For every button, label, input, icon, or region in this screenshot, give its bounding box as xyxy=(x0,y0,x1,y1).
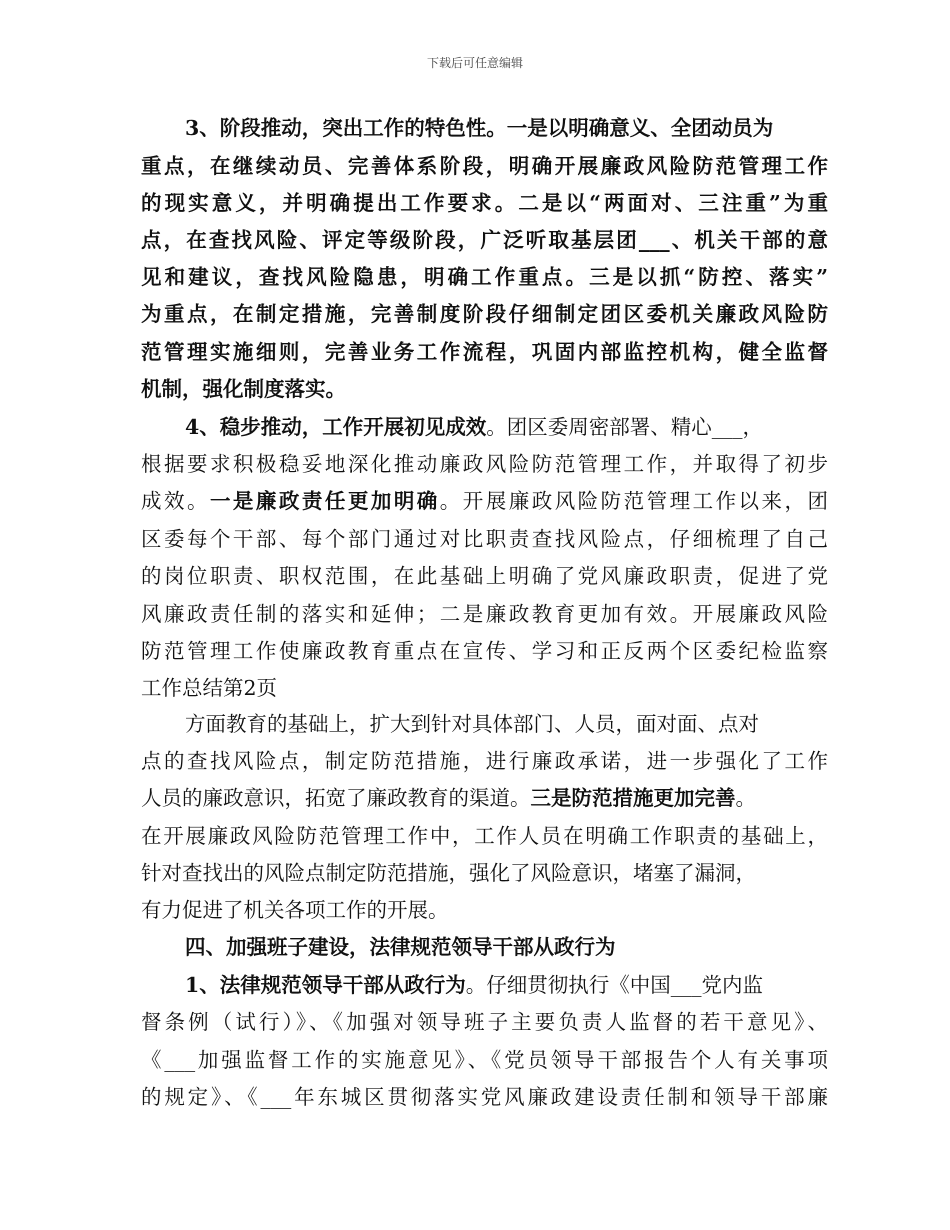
text-line-content xyxy=(185,415,763,439)
text-segment: 督条例（试行）》、《加强对领导班子主要负责人监督的若干意见》、 xyxy=(141,1010,828,1034)
text-line-content xyxy=(141,898,449,922)
text-line-content xyxy=(141,189,828,217)
text-segment: 的规定》、《___年东城区贯彻落实党风廉政建设责任制和领导干部廉 xyxy=(141,1085,828,1109)
text-line xyxy=(185,114,773,142)
text-segment: 。团区委周密部署、精心___， xyxy=(486,415,764,439)
text-line xyxy=(141,600,828,628)
text-line-content xyxy=(141,487,828,515)
text-line-content xyxy=(141,450,828,478)
bold-text-segment: 1、法律规范领导干部从政行为 xyxy=(185,973,466,997)
text-line-content xyxy=(141,676,277,700)
text-line-content xyxy=(141,1046,828,1074)
text-line xyxy=(141,226,828,254)
text-line-content xyxy=(141,226,828,254)
text-line xyxy=(185,971,763,999)
text-line xyxy=(141,263,828,291)
text-line xyxy=(141,487,828,515)
text-line xyxy=(141,375,346,403)
text-line xyxy=(141,674,277,702)
text-segment: 人员的廉政意识，拓宽了廉政教育的渠道。 xyxy=(141,786,531,810)
text-line xyxy=(141,152,828,180)
text-line-content xyxy=(141,377,346,401)
bold-text-segment: 的现实意义，并明确提出工作要求。二是以“两面对、三注重”为重 xyxy=(141,191,828,215)
text-line-content xyxy=(185,116,773,140)
text-line xyxy=(141,784,756,812)
text-segment: 。开展廉政风险防范管理工作以来，团 xyxy=(439,489,829,513)
text-line-content xyxy=(141,861,756,885)
bold-text-segment: 点，在查找风险、评定等级阶段，广泛听取基层团___、机关干部的意 xyxy=(141,228,828,252)
text-line xyxy=(141,525,828,553)
text-line xyxy=(185,413,763,441)
text-line-content xyxy=(141,637,828,665)
text-line-content xyxy=(141,822,828,850)
text-line xyxy=(141,1083,828,1111)
text-line-content xyxy=(185,935,616,959)
text-line xyxy=(185,710,759,738)
text-segment: 在开展廉政风险防范管理工作中，工作人员在明确工作职责的基础上， xyxy=(141,824,828,848)
text-line-content xyxy=(141,1008,828,1036)
text-segment: 工作总结第2页 xyxy=(141,676,278,700)
text-line-content xyxy=(141,1083,828,1111)
text-line xyxy=(141,747,828,775)
page-header-note: 下载后可任意编辑 xyxy=(426,56,523,70)
text-segment: 根据要求积极稳妥地深化推动廉政风险防范管理工作，并取得了初步 xyxy=(141,452,828,476)
bold-text-segment: 三是防范措施更加完善 xyxy=(530,786,736,810)
text-segment: 。 xyxy=(735,786,756,810)
text-line-content xyxy=(141,263,828,291)
bold-text-segment: 3、阶段推动，突出工作的特色性。一是以明确意义、全团动员为 xyxy=(185,116,774,140)
text-segment: 针对查找出的风险点制定防范措施，强化了风险意识，堵塞了漏洞， xyxy=(141,861,756,885)
bold-text-segment: 四、加强班子建设，法律规范领导干部从政行为 xyxy=(185,935,616,959)
text-segment: 防范管理工作使廉政教育重点在宣传、学习和正反两个区委纪检监察 xyxy=(141,639,828,663)
text-line-content xyxy=(141,525,828,553)
text-line-content xyxy=(141,338,828,366)
text-segment: 方面教育的基础上，扩大到针对具体部门、人员，面对面、点对 xyxy=(185,712,759,736)
text-line xyxy=(185,933,616,961)
text-line-content xyxy=(141,786,756,810)
text-line xyxy=(141,822,828,850)
text-line xyxy=(141,189,828,217)
text-line xyxy=(141,562,828,590)
text-line xyxy=(141,300,828,328)
text-segment: 的岗位职责、职权范围，在此基础上明确了党风廉政职责，促进了党 xyxy=(141,564,828,588)
text-segment: 点的查找风险点，制定防范措施，进行廉政承诺，进一步强化了工作 xyxy=(141,749,828,773)
text-line xyxy=(141,896,449,924)
text-segment: 。仔细贯彻执行《中国___党内监 xyxy=(465,973,764,997)
bold-text-segment: 为重点，在制定措施，完善制度阶段仔细制定团区委机关廉政风险防 xyxy=(141,302,828,326)
text-line xyxy=(141,637,828,665)
text-line-content xyxy=(141,747,828,775)
text-segment: 区委每个干部、每个部门通过对比职责查找风险点，仔细梳理了自己 xyxy=(141,527,828,551)
text-line-content xyxy=(141,562,828,590)
bold-text-segment: 范管理实施细则，完善业务工作流程，巩固内部监控机构，健全监督 xyxy=(141,340,828,364)
text-line-content xyxy=(141,600,828,628)
text-segment: 《___加强监督工作的实施意见》、《党员领导干部报告个人有关事项 xyxy=(141,1048,828,1072)
text-segment: 风廉政责任制的落实和延伸；二是廉政教育更加有效。开展廉政风险 xyxy=(141,602,828,626)
text-segment: 有力促进了机关各项工作的开展。 xyxy=(141,898,449,922)
text-line xyxy=(141,450,828,478)
text-line xyxy=(141,338,828,366)
bold-text-segment: 重点，在继续动员、完善体系阶段，明确开展廉政风险防范管理工作 xyxy=(141,154,828,178)
bold-text-segment: 见和建议，查找风险隐患，明确工作重点。三是以抓“防控、落实” xyxy=(141,265,828,289)
text-line xyxy=(141,859,756,887)
bold-text-segment: 4、稳步推动，工作开展初见成效 xyxy=(185,415,487,439)
text-line-content xyxy=(141,152,828,180)
text-line-content xyxy=(185,712,759,736)
bold-text-segment: 机制，强化制度落实。 xyxy=(141,377,346,401)
text-line xyxy=(141,1046,828,1074)
text-segment: 成效。 xyxy=(141,489,210,513)
bold-text-segment: 一是廉政责任更加明确 xyxy=(209,489,440,513)
text-line-content xyxy=(185,973,763,997)
text-line-content xyxy=(141,300,828,328)
text-line xyxy=(141,1008,828,1036)
